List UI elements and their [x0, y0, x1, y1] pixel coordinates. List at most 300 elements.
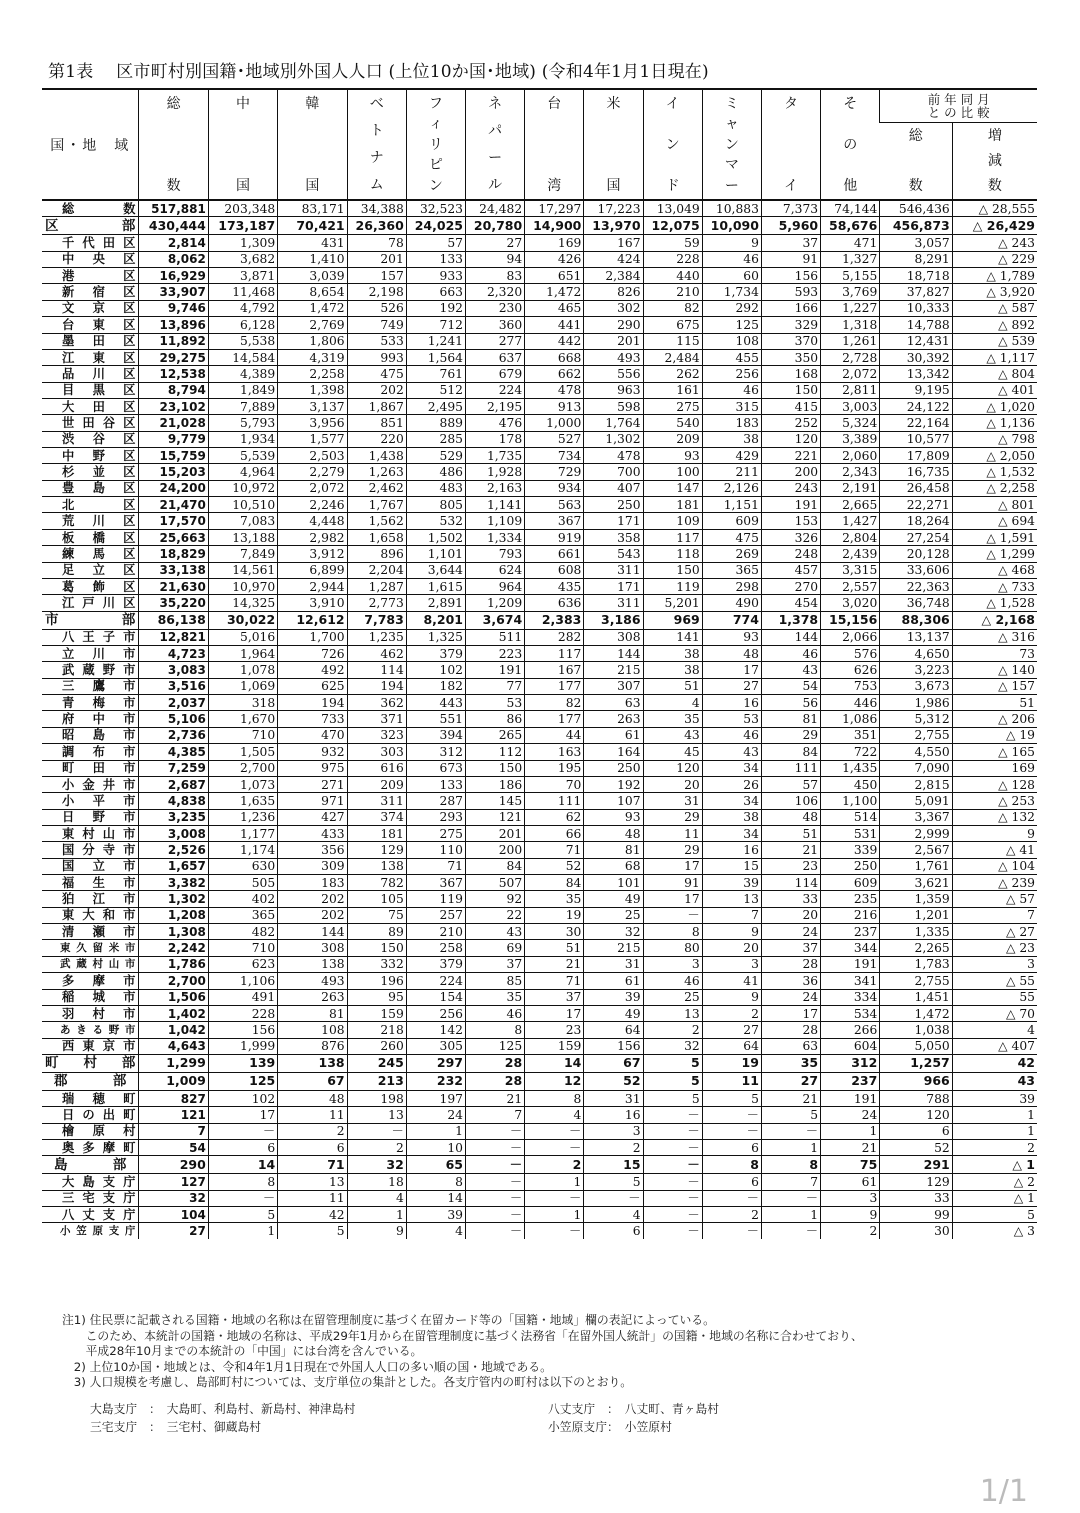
table-cell: 2,755 [880, 727, 952, 743]
table-cell: 114 [761, 875, 820, 891]
table-cell: 250 [584, 497, 643, 513]
table-cell: 8,794 [139, 382, 208, 398]
table-cell: 43 [952, 1072, 1037, 1090]
table-cell: 710 [208, 940, 277, 956]
branch-list-left [90, 1400, 355, 1436]
table-cell: 379 [406, 956, 465, 972]
table-cell: 441 [525, 317, 584, 333]
table-cell: 3 [702, 956, 761, 972]
table-cell: 27 [139, 1223, 208, 1239]
table-cell: 8,062 [139, 251, 208, 267]
row-label: 小金井市 [42, 776, 139, 792]
table-cell: 4,385 [139, 744, 208, 760]
table-cell: 74,144 [821, 200, 880, 217]
table-cell: 13 [643, 1005, 702, 1021]
table-cell: 269 [702, 546, 761, 562]
table-cell: 43 [702, 744, 761, 760]
table-cell: 889 [406, 415, 465, 431]
table-row [42, 1038, 1037, 1054]
table-cell: 192 [406, 300, 465, 316]
row-label: 渋谷区 [42, 431, 139, 447]
table-cell: 1 [761, 1207, 820, 1223]
table-row [42, 1072, 1037, 1090]
table-cell: 5,324 [821, 415, 880, 431]
table-cell: 290 [584, 317, 643, 333]
table-cell: 365 [702, 562, 761, 578]
row-label: 三鷹市 [42, 678, 139, 694]
table-cell: 1,236 [208, 809, 277, 825]
table-cell: 14,900 [525, 217, 584, 235]
table-cell: 84 [761, 744, 820, 760]
table-cell: 913 [525, 398, 584, 414]
table-cell: 213 [347, 1072, 406, 1090]
table-row [42, 809, 1037, 825]
table-cell: 507 [465, 875, 524, 891]
table-cell: 636 [525, 595, 584, 611]
table-cell: 1,263 [347, 464, 406, 480]
table-row [42, 497, 1037, 513]
table-cell: △ 26,429 [952, 217, 1037, 235]
table-cell: 2,755 [880, 973, 952, 989]
table-cell: 1,235 [347, 629, 406, 645]
table-cell: － [761, 1223, 820, 1239]
table-cell: 133 [406, 776, 465, 792]
table-cell: 48 [278, 1090, 347, 1106]
table-cell: 350 [761, 349, 820, 365]
table-cell: 271 [278, 776, 347, 792]
table-cell: 24,025 [406, 217, 465, 235]
table-row [42, 529, 1037, 545]
table-cell: 440 [643, 268, 702, 284]
table-cell: 896 [347, 546, 406, 562]
table-cell: 235 [821, 891, 880, 907]
table-cell: 27 [702, 678, 761, 694]
table-cell: 24,482 [465, 200, 524, 217]
table-cell: 164 [584, 744, 643, 760]
table-cell: 5,793 [208, 415, 277, 431]
table-cell: 729 [525, 464, 584, 480]
table-cell: 2,814 [139, 235, 208, 251]
table-cell: － [643, 907, 702, 923]
table-cell: 362 [347, 695, 406, 711]
table-cell: － [702, 1123, 761, 1139]
table-cell: － [761, 1190, 820, 1206]
table-cell: 69 [465, 940, 524, 956]
table-cell: 14,325 [208, 595, 277, 611]
row-label: 東久留米市 [42, 940, 139, 956]
table-cell: 651 [525, 268, 584, 284]
table-cell: 177 [525, 711, 584, 727]
row-label: 国立市 [42, 858, 139, 874]
table-cell: 111 [761, 760, 820, 776]
row-label: 中央区 [42, 251, 139, 267]
table-cell: 527 [525, 431, 584, 447]
table-cell: － [761, 1123, 820, 1139]
table-cell: 17,297 [525, 200, 584, 217]
table-cell: 5 [952, 1207, 1037, 1223]
table-cell: 3,223 [880, 662, 952, 678]
table-row [42, 284, 1037, 300]
footnote-line: 3) 人口規模を考慮し、島部町村については、支庁単位の集計とした。各支庁管内の町村は以下のとおり。 [62, 1375, 633, 1389]
table-cell: 171 [584, 513, 643, 529]
table-cell: － [702, 1190, 761, 1206]
table-cell: 92 [465, 891, 524, 907]
table-cell: 173,187 [208, 217, 277, 235]
table-cell: 223 [465, 645, 524, 661]
table-cell: 529 [406, 448, 465, 464]
table-cell: 57 [761, 776, 820, 792]
table-cell: 182 [406, 678, 465, 694]
table-cell: 17 [643, 891, 702, 907]
table-cell: 2,066 [821, 629, 880, 645]
row-label: 羽村市 [42, 1005, 139, 1021]
table-cell: 95 [347, 989, 406, 1005]
row-label: 江戸川区 [42, 595, 139, 611]
table-cell: 70 [525, 776, 584, 792]
table-cell: 5,155 [821, 268, 880, 284]
table-cell: 2,687 [139, 776, 208, 792]
table-cell: 18,829 [139, 546, 208, 562]
table-cell: 1,106 [208, 973, 277, 989]
table-cell: △ 140 [952, 662, 1037, 678]
table-cell: 16,735 [880, 464, 952, 480]
table-cell: 1,502 [406, 529, 465, 545]
row-label: 荒川区 [42, 513, 139, 529]
table-cell: △ 104 [952, 858, 1037, 874]
table-cell: 827 [139, 1090, 208, 1106]
row-label: 奥多摩町 [42, 1140, 139, 1156]
table-cell: △ 27 [952, 924, 1037, 940]
table-cell: 329 [761, 317, 820, 333]
table-cell: 2,526 [139, 842, 208, 858]
table-cell: 34 [702, 793, 761, 809]
table-cell: 1,009 [139, 1072, 208, 1090]
table-cell: 114 [347, 662, 406, 678]
table-cell: 159 [347, 1005, 406, 1021]
col-header-myanmar: ミ ャ ン マ ー [702, 89, 761, 200]
row-label: 調布市 [42, 744, 139, 760]
table-row [42, 1207, 1037, 1223]
table-cell: 38 [702, 809, 761, 825]
table-cell: 37 [525, 989, 584, 1005]
table-cell: 305 [406, 1038, 465, 1054]
table-cell: △ 206 [952, 711, 1037, 727]
table-cell: 482 [208, 924, 277, 940]
table-cell: 1 [952, 1123, 1037, 1139]
table-cell: 12,431 [880, 333, 952, 349]
table-cell: △ 316 [952, 629, 1037, 645]
table-cell: 290 [139, 1156, 208, 1174]
table-cell: 6 [584, 1223, 643, 1239]
table-cell: 616 [347, 760, 406, 776]
table-cell: 20,128 [880, 546, 952, 562]
table-cell: 33,606 [880, 562, 952, 578]
table-cell: 933 [406, 268, 465, 284]
table-cell: 1 [525, 1174, 584, 1190]
table-cell: 35 [761, 1054, 820, 1072]
col-header-total: 総 数 [139, 89, 208, 200]
table-cell: 107 [584, 793, 643, 809]
table-cell: 154 [406, 989, 465, 1005]
table-cell: 623 [208, 956, 277, 972]
table-cell: 93 [584, 809, 643, 825]
table-cell: 55 [952, 989, 1037, 1005]
table-title: 第1表 区市町村別国籍･地域別外国人人口 (上位10か国･地域) (令和4年1月1日現在) [48, 62, 709, 82]
table-row [42, 776, 1037, 792]
branch-list-right [548, 1400, 719, 1436]
table-cell: 662 [525, 366, 584, 382]
table-cell: 309 [278, 858, 347, 874]
table-cell: 119 [643, 578, 702, 594]
table-cell: 201 [347, 251, 406, 267]
table-cell: 7,259 [139, 760, 208, 776]
table-cell: 1,577 [278, 431, 347, 447]
table-cell: 228 [208, 1005, 277, 1021]
table-cell: 563 [525, 497, 584, 513]
table-cell: 15 [702, 858, 761, 874]
table-cell: － [643, 1190, 702, 1206]
table-cell: 3,674 [465, 611, 524, 629]
table-cell: △ 3 [952, 1223, 1037, 1239]
table-cell: 260 [347, 1038, 406, 1054]
table-cell: 2 [821, 1223, 880, 1239]
table-cell: △ 23 [952, 940, 1037, 956]
table-cell: 29,275 [139, 349, 208, 365]
table-cell: 2,383 [525, 611, 584, 629]
table-cell: 1,177 [208, 825, 277, 841]
table-cell: 11 [702, 1072, 761, 1090]
table-cell: 28 [465, 1054, 524, 1072]
table-row [42, 989, 1037, 1005]
table-cell: 82 [525, 695, 584, 711]
table-cell: 3,516 [139, 678, 208, 694]
table-cell: 511 [465, 629, 524, 645]
table-cell: 3 [643, 956, 702, 972]
table-cell: 761 [406, 366, 465, 382]
table-cell: 663 [406, 284, 465, 300]
table-cell: 10,333 [880, 300, 952, 316]
table-cell: 753 [821, 678, 880, 694]
table-cell: 10,970 [208, 578, 277, 594]
table-cell: 2,815 [880, 776, 952, 792]
table-cell: 3,057 [880, 235, 952, 251]
table-cell: 673 [406, 760, 465, 776]
table-cell: 426 [525, 251, 584, 267]
table-cell: 28 [761, 1022, 820, 1038]
table-cell: 675 [643, 317, 702, 333]
table-cell: 8 [761, 1156, 820, 1174]
col-header-philippines: フ ィ リ ピ ン [406, 89, 465, 200]
table-cell: 230 [465, 300, 524, 316]
table-cell: 45 [643, 744, 702, 760]
col-header-vietnam: ベ ト ナ ム [347, 89, 406, 200]
table-cell: 263 [278, 989, 347, 1005]
table-cell: 17 [702, 662, 761, 678]
table-row [42, 662, 1037, 678]
table-cell: 11 [278, 1107, 347, 1123]
table-cell: 1,334 [465, 529, 524, 545]
table-cell: 37,827 [880, 284, 952, 300]
table-cell: 218 [347, 1022, 406, 1038]
table-cell: 22,271 [880, 497, 952, 513]
table-cell: 505 [208, 875, 277, 891]
col-header-china: 中 国 [208, 89, 277, 200]
table-cell: 27,254 [880, 529, 952, 545]
table-cell: 1,302 [139, 891, 208, 907]
table-cell: 71 [278, 1156, 347, 1174]
table-cell: 68 [584, 858, 643, 874]
table-row [42, 431, 1037, 447]
table-cell: 102 [406, 662, 465, 678]
table-cell: 315 [702, 398, 761, 414]
row-label: 東村山市 [42, 825, 139, 841]
table-cell: 4,448 [278, 513, 347, 529]
table-cell: 11 [278, 1190, 347, 1206]
table-cell: 5,312 [880, 711, 952, 727]
table-cell: 7 [139, 1123, 208, 1139]
table-cell: 10 [406, 1140, 465, 1156]
table-cell: 12,538 [139, 366, 208, 382]
table-cell: 200 [465, 842, 524, 858]
table-cell: 108 [278, 1022, 347, 1038]
table-cell: 1,427 [821, 513, 880, 529]
table-cell: 70,421 [278, 217, 347, 235]
table-cell: 62 [525, 809, 584, 825]
table-cell: 11,892 [139, 333, 208, 349]
table-cell: 18 [347, 1174, 406, 1190]
table-cell: 3,235 [139, 809, 208, 825]
table-cell: 492 [278, 662, 347, 678]
table-row [42, 1190, 1037, 1206]
table-cell: － [584, 1190, 643, 1206]
table-cell: 39 [952, 1090, 1037, 1106]
table-cell: 21 [761, 842, 820, 858]
row-label: 瑞穂町 [42, 1090, 139, 1106]
row-label: 昭島市 [42, 727, 139, 743]
table-cell: 471 [821, 235, 880, 251]
table-cell: － [702, 1223, 761, 1239]
table-cell: 2,665 [821, 497, 880, 513]
branch-line: 八丈支庁 ： 八丈町、青ヶ島村 [548, 1402, 720, 1416]
table-cell: 4 [525, 1107, 584, 1123]
table-cell: 24,200 [139, 480, 208, 496]
table-cell: － [208, 1190, 277, 1206]
table-row [42, 513, 1037, 529]
table-cell: 1,786 [139, 956, 208, 972]
table-cell: 196 [347, 973, 406, 989]
table-cell: 2,246 [278, 497, 347, 513]
table-cell: 21,630 [139, 578, 208, 594]
table-cell: 2,567 [880, 842, 952, 858]
row-label: 東大和市 [42, 907, 139, 923]
table-cell: 20 [643, 776, 702, 792]
table-cell: 2,126 [702, 480, 761, 496]
table-cell: 1,849 [208, 382, 277, 398]
row-label: 府中市 [42, 711, 139, 727]
table-cell: 81 [761, 711, 820, 727]
table-cell: 476 [465, 415, 524, 431]
table-cell: 2,279 [278, 464, 347, 480]
table-row [42, 629, 1037, 645]
table-row [42, 678, 1037, 694]
table-cell: 14,561 [208, 562, 277, 578]
table-row [42, 760, 1037, 776]
table-cell: 191 [761, 497, 820, 513]
table-cell: 2,728 [821, 349, 880, 365]
table-cell: 109 [643, 513, 702, 529]
table-cell: 543 [584, 546, 643, 562]
table-cell: 59 [643, 235, 702, 251]
col-header-change: 増 減 数 [952, 123, 1037, 201]
table-cell: 30 [880, 1223, 952, 1239]
row-label: 大田区 [42, 398, 139, 414]
table-cell: 1,472 [880, 1005, 952, 1021]
table-cell: 43 [465, 924, 524, 940]
table-cell: 308 [584, 629, 643, 645]
table-cell: 35 [465, 989, 524, 1005]
table-cell: 99 [880, 1207, 952, 1223]
table-cell: 13,342 [880, 366, 952, 382]
table-cell: △ 1 [952, 1156, 1037, 1174]
table-cell: △ 1,136 [952, 415, 1037, 431]
table-cell: 49 [584, 891, 643, 907]
table-cell: 457 [761, 562, 820, 578]
table-cell: 141 [643, 629, 702, 645]
table-cell: 2,384 [584, 268, 643, 284]
table-cell: 150 [465, 760, 524, 776]
table-cell: 1,325 [406, 629, 465, 645]
table-cell: 17 [208, 1107, 277, 1123]
table-cell: 209 [347, 776, 406, 792]
row-label: 板橋区 [42, 529, 139, 545]
table-cell: 3 [584, 1123, 643, 1139]
table-cell: 6 [208, 1140, 277, 1156]
table-cell: 15,203 [139, 464, 208, 480]
table-cell: △ 19 [952, 727, 1037, 743]
table-cell: 10,883 [702, 200, 761, 217]
table-cell: 16,929 [139, 268, 208, 284]
table-cell: 142 [406, 1022, 465, 1038]
table-cell: 576 [821, 645, 880, 661]
table-cell: △ 468 [952, 562, 1037, 578]
table-cell: 975 [278, 760, 347, 776]
table-cell: 969 [643, 611, 702, 629]
table-cell: 112 [465, 744, 524, 760]
table-cell: 332 [347, 956, 406, 972]
table-row [42, 464, 1037, 480]
table-cell: 13,970 [584, 217, 643, 235]
table-row [42, 611, 1037, 629]
table-cell: 198 [347, 1090, 406, 1106]
table-cell: 963 [584, 382, 643, 398]
table-cell: 3,621 [880, 875, 952, 891]
table-cell: 3,315 [821, 562, 880, 578]
table-cell: 13,049 [643, 200, 702, 217]
table-cell: 54 [139, 1140, 208, 1156]
branch-line: 大島支庁 ： 大島町、利島村、新島村、神津島村 [90, 1402, 356, 1416]
row-label: 世田谷区 [42, 415, 139, 431]
table-cell: 733 [278, 711, 347, 727]
table-cell: － [702, 1107, 761, 1123]
row-label: 文京区 [42, 300, 139, 316]
table-cell: 556 [584, 366, 643, 382]
table-row [42, 217, 1037, 235]
table-cell: 157 [347, 268, 406, 284]
table-cell: 24 [406, 1107, 465, 1123]
table-row [42, 1107, 1037, 1123]
table-cell: 5,016 [208, 629, 277, 645]
table-cell: 4,650 [880, 645, 952, 661]
